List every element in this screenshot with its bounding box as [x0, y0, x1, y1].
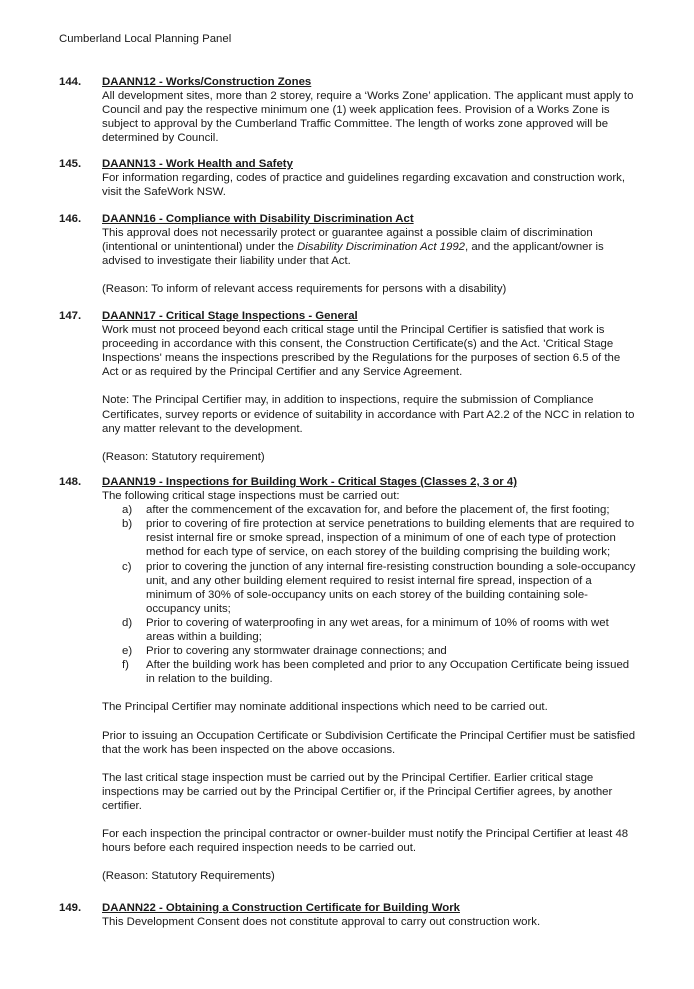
list-item-text: After the building work has been completed and prior to any Occupation Certificate being issued in relation to the building.	[146, 659, 630, 686]
list-item-label: b)	[122, 518, 133, 531]
list-item-label: c)	[122, 560, 132, 573]
list-item	[122, 616, 639, 644]
list-item-text: Prior to covering any stormwater drainage connections; and	[146, 645, 447, 658]
condition-reason: (Reason: Statutory requirement)	[102, 450, 265, 463]
list-item	[122, 517, 639, 559]
condition-paragraph: The last critical stage inspection must be carried out by the Principal Certifier. Earlier critical stage inspections may be carried out by the Principal Certifier or, if the Principal Certifier agrees, by another certifier.	[102, 771, 613, 812]
list-item-label: d)	[122, 616, 133, 629]
condition-144	[59, 75, 639, 145]
condition-title: DAANN22 - Obtaining a Construction Certificate for Building Work	[102, 902, 460, 914]
condition-reason: (Reason: To inform of relevant access requirements for persons with a disability)	[102, 283, 507, 296]
list-item	[122, 644, 639, 658]
condition-146	[59, 212, 639, 296]
condition-149	[59, 901, 639, 929]
act-name: Disability Discrimination Act 1992	[297, 241, 466, 254]
list-item-text: after the commencement of the excavation for, and before the placement of, the first footing;	[146, 504, 610, 517]
list-item-label: a)	[122, 504, 133, 517]
condition-title: DAANN12 - Works/Construction Zones	[102, 76, 312, 88]
list-item	[122, 503, 639, 517]
condition-intro: The following critical stage inspections must be carried out:	[102, 490, 400, 503]
condition-number: 149.	[59, 902, 82, 914]
condition-number: 147.	[59, 310, 82, 322]
condition-147	[59, 309, 639, 464]
page-header: Cumberland Local Planning Panel	[59, 33, 232, 45]
condition-title: DAANN16 - Compliance with Disability Discrimination Act	[102, 213, 414, 225]
condition-paragraph: Prior to issuing an Occupation Certificate or Subdivision Certificate the Principal Certifier must be satisfied that the work has been inspected on the above occasions.	[102, 729, 636, 756]
list-item-text: prior to covering of fire protection at service penetrations to building elements that are required to resist internal fire or smoke spread, inspection of a minimum of one of each type of protection method for each type of service, on each storey of the building comprising the building work;	[146, 518, 635, 559]
list-item-label: f)	[122, 659, 129, 672]
condition-reason: (Reason: Statutory Requirements)	[102, 870, 275, 883]
condition-paragraph: The Principal Certifier may nominate additional inspections which need to be carried out.	[102, 701, 548, 714]
condition-text: This Development Consent does not constitute approval to carry out construction work.	[102, 916, 541, 929]
condition-text: All development sites, more than 2 storey, require a ‘Works Zone’ application. The applicant must apply to Council and pay the respective minimum one (1) week application fees. Provision of a Works Zone is subject to approval by the Cumberland Traffic Committee. The length of works zone approved will be determined by Council.	[102, 90, 634, 145]
condition-paragraph: Work must not proceed beyond each critical stage until the Principal Certifier is satisfied that work is proceeding in accordance with this consent, the Construction Certificate(s) and the Act. 'Critical Stage Inspections' means the inspections prescribed by the Regulations for the purposes of section 6.5 of the Act or as required by the Principal Certifier and any Service Agreement.	[102, 324, 621, 379]
condition-145	[59, 157, 639, 199]
list-item	[122, 658, 639, 686]
list-item-text: prior to covering the junction of any internal fire-resisting construction bounding a sole-occupancy unit, and any other building element required to resist internal fire spread, inspection of a minimum of 30% of sole-occupancy units on each storey of the building containing sole-occupancy units;	[146, 560, 636, 615]
condition-paragraph: For each inspection the principal contractor or owner-builder must notify the Principal Certifier at least 48 hours before each required inspection needs to be carried out.	[102, 827, 629, 855]
text-after-act: , and the applicant/owner is advised to investigate their liability under that Act.	[102, 241, 604, 268]
condition-text	[102, 226, 639, 268]
text-before-act: This approval does not necessarily protect or guarantee against a possible claim of discrimination (intentional or unintentional) under the	[102, 227, 593, 254]
condition-number: 144.	[59, 76, 82, 88]
condition-title: DAANN19 - Inspections for Building Work - Critical Stages (Classes 2, 3 or 4)	[102, 476, 518, 488]
condition-148	[59, 475, 639, 883]
condition-number: 145.	[59, 158, 82, 170]
condition-number: 146.	[59, 213, 82, 225]
condition-title: DAANN13 - Work Health and Safety	[102, 158, 293, 170]
condition-note: Note: The Principal Certifier may, in addition to inspections, require the submission of Compliance Certificates, survey reports or evidence of suitability in accordance with Part A2.2 of the NCC in relation to any matter relevant to the development.	[102, 394, 635, 435]
condition-text: For information regarding, codes of practice and guidelines regarding excavation and construction work, visit the SafeWork NSW.	[102, 172, 625, 199]
condition-title: DAANN17 - Critical Stage Inspections - General	[102, 310, 358, 322]
condition-number: 148.	[59, 476, 82, 488]
list-item-text: Prior to covering of waterproofing in any wet areas, for a minimum of 10% of rooms with wet areas within a building;	[146, 616, 609, 644]
list-item-label: e)	[122, 645, 133, 658]
list-item	[122, 560, 639, 616]
inspection-list	[122, 503, 639, 686]
